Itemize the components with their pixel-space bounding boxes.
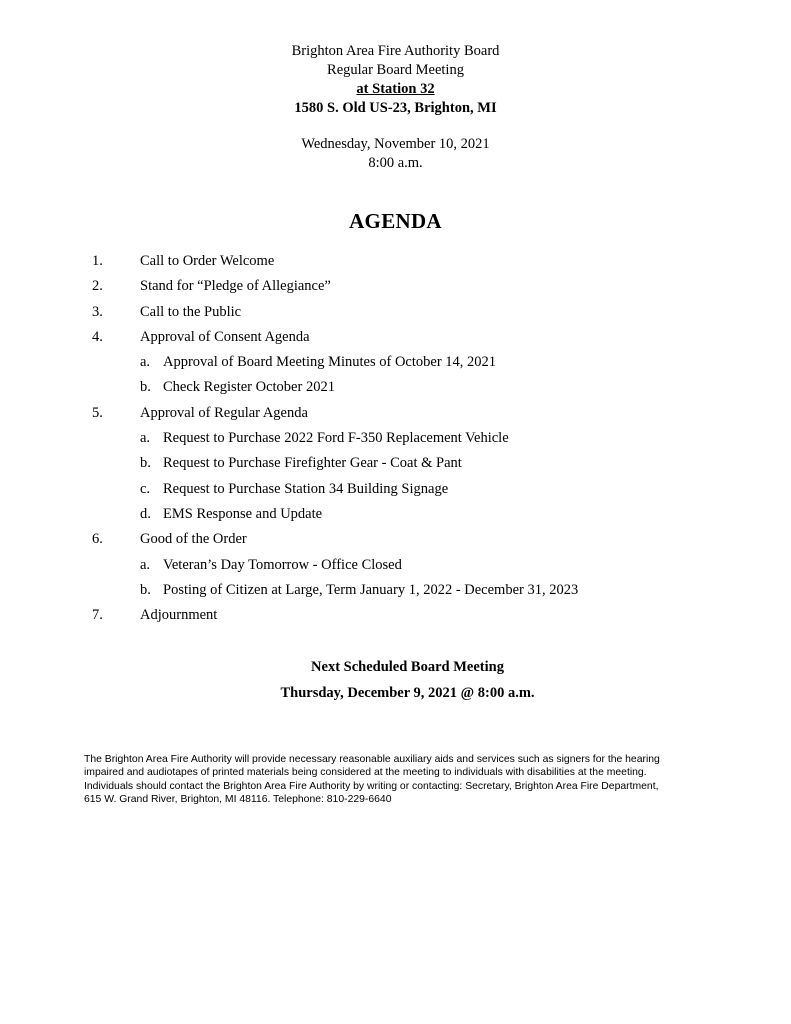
agenda-item-number: 1. [92, 253, 103, 269]
agenda-item-label: Approval of Consent Agenda [140, 328, 310, 345]
agenda-subitem [0, 504, 791, 529]
agenda-subitem-label: Posting of Citizen at Large, Term January 1, 2022 - December 31, 2023 [163, 581, 579, 598]
agenda-item [0, 327, 791, 352]
agenda-item-label: Good of the Order [140, 531, 247, 548]
agenda-subitem-label: Approval of Board Meeting Minutes of October 14, 2021 [163, 354, 497, 371]
organization-name: Brighton Area Fire Authority Board [291, 43, 500, 59]
agenda-item [0, 529, 791, 554]
meeting-location: at Station 32 [356, 81, 435, 97]
agenda-subitem-letter: a. [140, 430, 151, 447]
agenda-subitem [0, 428, 791, 453]
notice-line: Individuals should contact the Brighton Area Fire Authority by writing or contacting: Secretary, Brighton Area Fire Department, [84, 780, 659, 792]
next-meeting-block [0, 657, 791, 703]
agenda-subitem [0, 580, 791, 605]
agenda-subitem-letter: b. [140, 581, 151, 598]
meeting-date: Wednesday, November 10, 2021 [301, 136, 490, 152]
accessibility-notice [84, 753, 724, 806]
agenda-subitem-letter: b. [140, 455, 151, 472]
meeting-type: Regular Board Meeting [327, 62, 464, 78]
agenda-item-number: 3. [92, 303, 103, 320]
agenda-subitem-letter: c. [140, 480, 151, 497]
notice-line: 615 W. Grand River, Brighton, MI 48116. Telephone: 810-229-6640 [84, 793, 392, 805]
document-header [0, 42, 791, 118]
agenda-subitem-letter: d. [140, 505, 151, 522]
notice-line: impaired and audiotapes of printed materials being considered at the meeting to individuals with disabilities at the meeting. [84, 767, 647, 779]
agenda-subitem [0, 453, 791, 478]
agenda-subitem-label: Veteran’s Day Tomorrow - Office Closed [163, 556, 402, 573]
agenda-subitem [0, 377, 791, 402]
agenda-subitem-letter: b. [140, 379, 151, 396]
agenda-item-number: 5. [92, 404, 103, 421]
notice-line: The Brighton Area Fire Authority will provide necessary reasonable auxiliary aids and services such as signers for the hearing [84, 754, 660, 765]
agenda-subitem-label: Request to Purchase Station 34 Building Signage [163, 480, 449, 497]
agenda-item-number: 7. [92, 607, 103, 624]
meeting-time: 8:00 a.m. [368, 155, 423, 171]
agenda-item-number: 4. [92, 328, 103, 345]
agenda-item [0, 251, 791, 276]
agenda-subitem-label: Request to Purchase Firefighter Gear - Coat & Pant [163, 455, 462, 472]
agenda-item-number: 2. [92, 278, 103, 295]
agenda-item-label: Approval of Regular Agenda [140, 404, 308, 421]
agenda-item-number: 6. [92, 531, 103, 548]
agenda-subitem [0, 352, 791, 377]
agenda-list [0, 251, 791, 630]
next-meeting-date: Thursday, December 9, 2021 @ 8:00 a.m. [280, 685, 535, 701]
meeting-address: 1580 S. Old US-23, Brighton, MI [294, 100, 497, 116]
agenda-item-label: Stand for “Pledge of Allegiance” [140, 278, 331, 295]
agenda-subitem-label: Request to Purchase 2022 Ford F-350 Replacement Vehicle [163, 430, 509, 447]
agenda-subitem [0, 479, 791, 504]
agenda-item [0, 403, 791, 428]
agenda-item [0, 605, 791, 630]
meeting-date-block [0, 135, 791, 173]
agenda-item-label: Call to Order Welcome [140, 253, 275, 269]
agenda-subitem-letter: a. [140, 354, 151, 371]
agenda-item-label: Call to the Public [140, 303, 242, 320]
agenda-subitem-label: Check Register October 2021 [163, 379, 335, 396]
next-meeting-heading: Next Scheduled Board Meeting [311, 659, 504, 675]
agenda-subitem-letter: a. [140, 556, 151, 573]
agenda-item [0, 276, 791, 301]
agenda-title: AGENDA [349, 209, 442, 233]
agenda-item [0, 302, 791, 327]
agenda-subitem-label: EMS Response and Update [163, 505, 323, 522]
agenda-item-label: Adjournment [140, 607, 218, 624]
agenda-subitem [0, 555, 791, 580]
